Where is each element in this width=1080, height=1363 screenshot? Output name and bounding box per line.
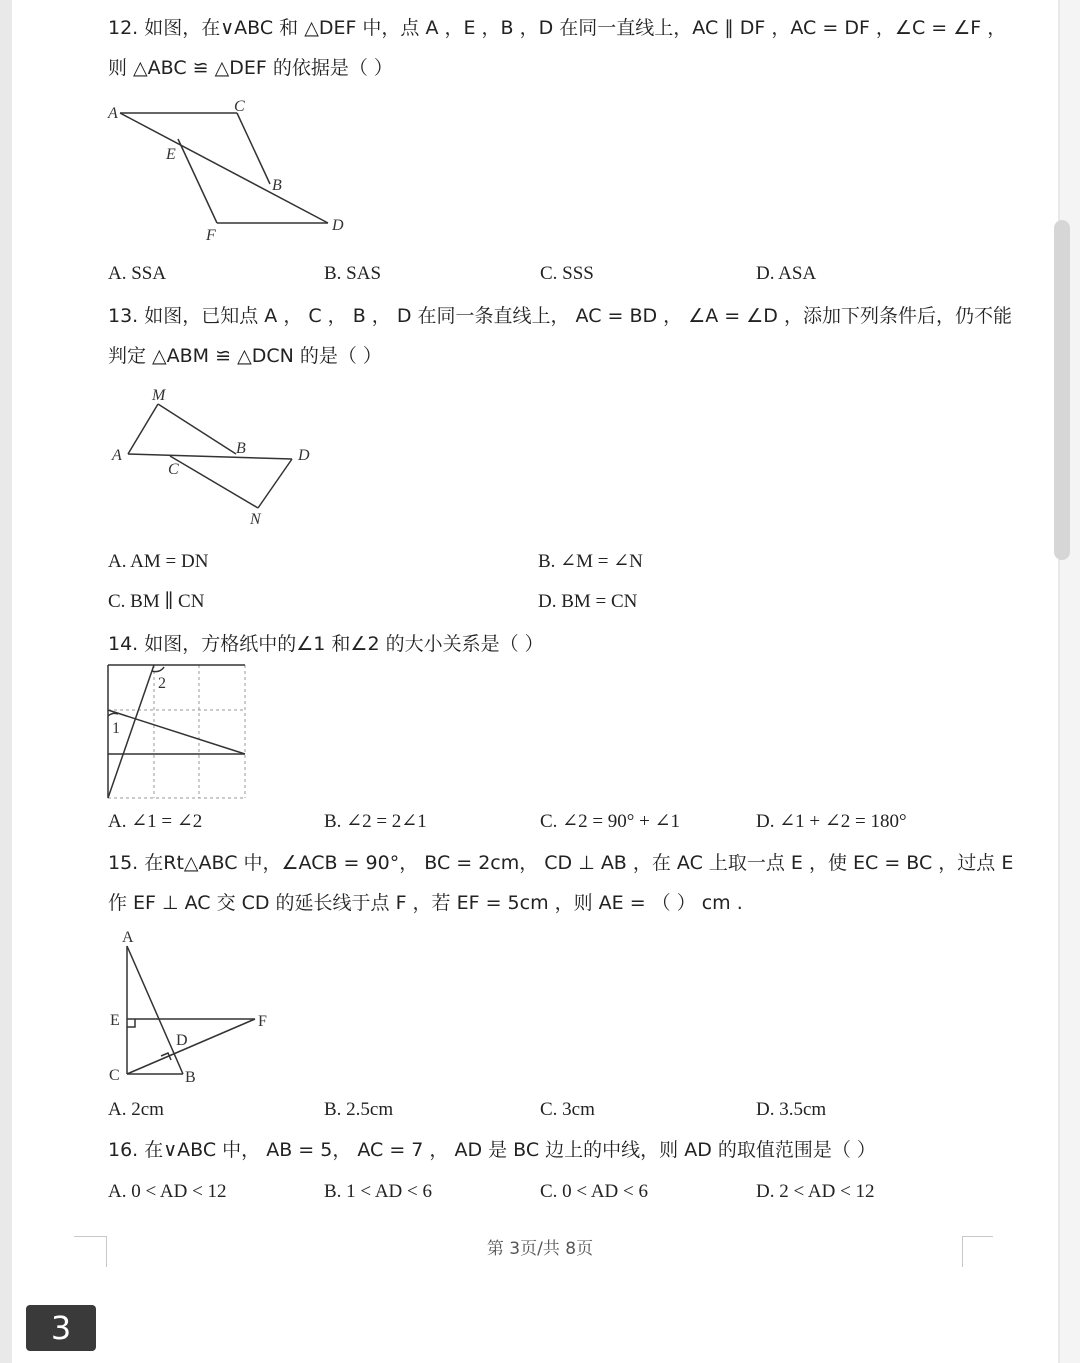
q15-option-a: A. 2cm (108, 1099, 164, 1120)
q12-label-f: F (206, 227, 216, 244)
q15-label-d: D (176, 1032, 188, 1049)
q13-label-m: M (152, 387, 166, 404)
q15-label-b: B (185, 1069, 196, 1086)
scrollbar-thumb[interactable] (1054, 220, 1070, 560)
page-footer: 第 3页/共 8页 (486, 1239, 594, 1259)
q13-option-a: A. AM = DN (108, 551, 209, 572)
q15-label-a: A (122, 929, 134, 946)
q16-option-c: C. 0 < AD < 6 (540, 1181, 648, 1202)
q13-figure (100, 380, 340, 530)
q16-option-a: A. 0 < AD < 12 (108, 1181, 227, 1202)
q13-label-d: D (298, 447, 310, 464)
q12-text-line1: 12. 如图，在∨ABC 和 △DEF 中，点 A ，E ，B ，D 在同一直线上，AC ∥ DF ，AC = DF ，∠C = ∠F ， (108, 17, 1007, 39)
q14-option-a: A. ∠1 = ∠2 (108, 811, 203, 832)
q13-option-b: B. ∠M = ∠N (538, 551, 643, 572)
q14-text-line1: 14. 如图，方格纸中的∠1 和∠2 的大小关系是（ ） (108, 633, 544, 655)
q15-text-line1: 15. 在Rt△ABC 中，∠ACB = 90°， BC = 2cm， CD ⊥ AB ，在 AC 上取一点 E ，使 EC = BC ，过点 E (108, 852, 1014, 874)
page-number-badge[interactable]: 3 (26, 1305, 96, 1351)
q15-label-e: E (110, 1012, 120, 1029)
q14-option-b: B. ∠2 = 2∠1 (324, 811, 427, 832)
q13-label-b: B (236, 440, 246, 457)
q14-option-c: C. ∠2 = 90° + ∠1 (540, 811, 681, 832)
q12-option-b: B. SAS (324, 263, 382, 284)
q12-option-c: C. SSS (540, 263, 594, 284)
q15-option-b: B. 2.5cm (324, 1099, 394, 1120)
q13-label-n: N (250, 511, 261, 528)
q15-option-c: C. 3cm (540, 1099, 595, 1120)
q13-text-line2: 判定 △ABM ≌ △DCN 的是（ ） (108, 345, 382, 367)
q13-text-line1: 13. 如图，已知点 A ， C ， B ， D 在同一条直线上， AC = BD ， ∠A = ∠D ，添加下列条件后，仍不能 (108, 305, 1012, 327)
q12-figure (100, 92, 360, 252)
q14-figure (100, 658, 260, 808)
q15-label-c: C (109, 1067, 120, 1084)
q12-label-d: D (332, 217, 344, 234)
q15-figure (100, 924, 290, 1094)
q12-label-a: A (108, 105, 118, 122)
q14-option-d: D. ∠1 + ∠2 = 180° (756, 811, 907, 832)
q12-option-d: D. ASA (756, 263, 817, 284)
q15-option-d: D. 3.5cm (756, 1099, 827, 1120)
q12-option-a: A. SSA (108, 263, 167, 284)
q13-option-c: C. BM ∥ CN (108, 591, 205, 612)
q13-option-d: D. BM = CN (538, 591, 638, 612)
q14-label-angle2: 2 (158, 675, 166, 692)
q15-label-f: F (258, 1013, 267, 1030)
q13-label-c: C (168, 461, 179, 478)
q16-text-line1: 16. 在∨ABC 中， AB = 5， AC = 7 ， AD 是 BC 边上的中线，则 AD 的取值范围是（ ） (108, 1139, 876, 1161)
q16-option-d: D. 2 < AD < 12 (756, 1181, 875, 1202)
q12-label-b: B (272, 177, 282, 194)
scrollbar-track[interactable] (1060, 0, 1080, 1363)
q12-text-line2: 则 △ABC ≌ △DEF 的依据是（ ） (108, 57, 393, 79)
q14-label-angle1: 1 (112, 720, 120, 737)
q16-option-b: B. 1 < AD < 6 (324, 1181, 432, 1202)
q13-label-a: A (112, 447, 122, 464)
q12-label-c: C (234, 98, 245, 115)
q15-text-line2: 作 EF ⊥ AC 交 CD 的延长线于点 F ，若 EF = 5cm ，则 AE = （ ） cm . (108, 892, 743, 914)
q12-label-e: E (166, 146, 176, 163)
